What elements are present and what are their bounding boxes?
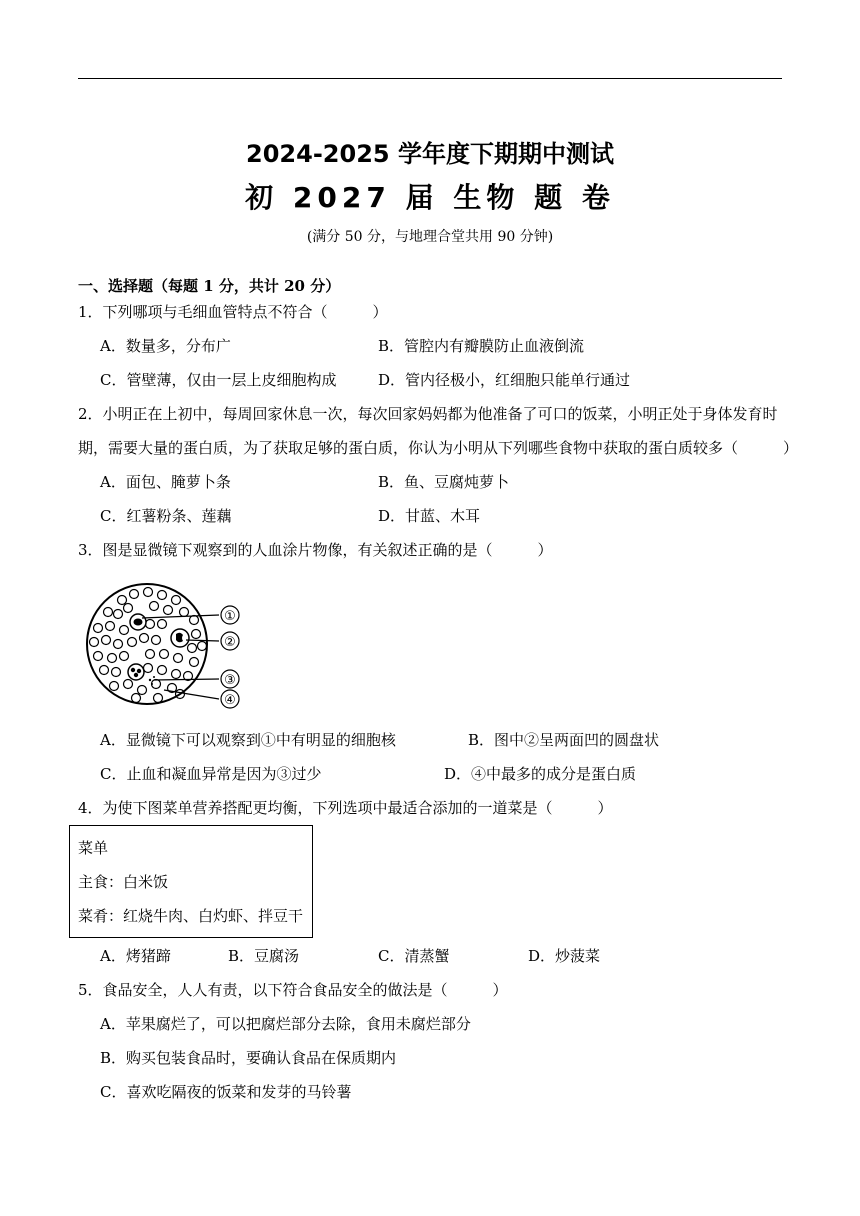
q1-option-c: C．管壁薄，仅由一层上皮细胞构成 bbox=[100, 371, 337, 389]
q5-option-b: B．购买包装食品时，要确认食品在保质期内 bbox=[100, 1049, 397, 1067]
q4-option-d: D．炒菠菜 bbox=[528, 947, 601, 965]
q5-option-a: A．苹果腐烂了，可以把腐烂部分去除，食用未腐烂部分 bbox=[100, 1015, 471, 1033]
callout-1: ① bbox=[224, 609, 236, 624]
menu-staple: 主食：白米饭 bbox=[78, 873, 169, 891]
q1-option-a: A．数量多，分布广 bbox=[100, 337, 231, 355]
q3-option-b: B．图中②呈两面凹的圆盘状 bbox=[468, 731, 660, 749]
q4-option-b: B．豆腐汤 bbox=[228, 947, 300, 965]
q2-option-a: A．面包、腌萝卜条 bbox=[100, 473, 231, 491]
q1-option-b: B．管腔内有瓣膜防止血液倒流 bbox=[378, 337, 585, 355]
menu-box bbox=[69, 825, 313, 938]
callout-2: ② bbox=[224, 635, 236, 650]
callout-4: ④ bbox=[224, 693, 236, 708]
q2-stem-line2: 期，需要大量的蛋白质，为了获取足够的蛋白质，你认为小明从下列哪些食物中获取的蛋白质较多（ ） bbox=[78, 439, 799, 457]
exam-subtitle-grade: 初 2027 届 生物 题 卷 bbox=[245, 181, 615, 214]
q4-stem: 4．为使下图菜单营养搭配更均衡，下列选项中最适合添加的一道菜是（ ） bbox=[78, 799, 613, 817]
q3-option-d: D．④中最多的成分是蛋白质 bbox=[444, 765, 637, 783]
q3-stem: 3．图是显微镜下观察到的人血涂片物像，有关叙述正确的是（ ） bbox=[78, 541, 553, 559]
q3-option-a: A．显微镜下可以观察到①中有明显的细胞核 bbox=[100, 731, 396, 749]
header-rule bbox=[78, 78, 782, 79]
q4-option-a: A．烤猪蹄 bbox=[100, 947, 171, 965]
blood-smear-figure bbox=[84, 580, 246, 714]
figure-callouts bbox=[221, 606, 239, 708]
q1-stem: 1．下列哪项与毛细血管特点不符合（ ） bbox=[78, 303, 388, 321]
q5-option-c: C．喜欢吃隔夜的饭菜和发芽的马铃薯 bbox=[100, 1083, 352, 1101]
menu-dishes: 菜肴：红烧牛肉、白灼虾、拌豆干 bbox=[78, 907, 304, 925]
callout-3: ③ bbox=[224, 673, 236, 688]
q4-option-c: C．清蒸蟹 bbox=[378, 947, 450, 965]
q3-option-c: C．止血和凝血异常是因为③过少 bbox=[100, 765, 322, 783]
menu-title: 菜单 bbox=[78, 839, 109, 857]
exam-title: 2024-2025 学年度下期期中测试 bbox=[246, 140, 614, 168]
section-heading: 一、选择题（每题 1 分，共计 20 分） bbox=[78, 277, 341, 295]
q2-stem-line1: 2．小明正在上初中，每周回家休息一次，每次回家妈妈都为他准备了可口的饭菜，小明正处于身体发育时 bbox=[78, 405, 778, 423]
q2-option-b: B．鱼、豆腐炖萝卜 bbox=[378, 473, 510, 491]
exam-info: (满分 50 分，与地理合堂共用 90 分钟) bbox=[306, 229, 554, 245]
q2-option-c: C．红薯粉条、莲藕 bbox=[100, 507, 232, 525]
q5-stem: 5．食品安全，人人有责，以下符合食品安全的做法是（ ） bbox=[78, 981, 508, 999]
q2-option-d: D．甘蓝、木耳 bbox=[378, 507, 481, 525]
q1-option-d: D．管内径极小，红细胞只能单行通过 bbox=[378, 371, 631, 389]
